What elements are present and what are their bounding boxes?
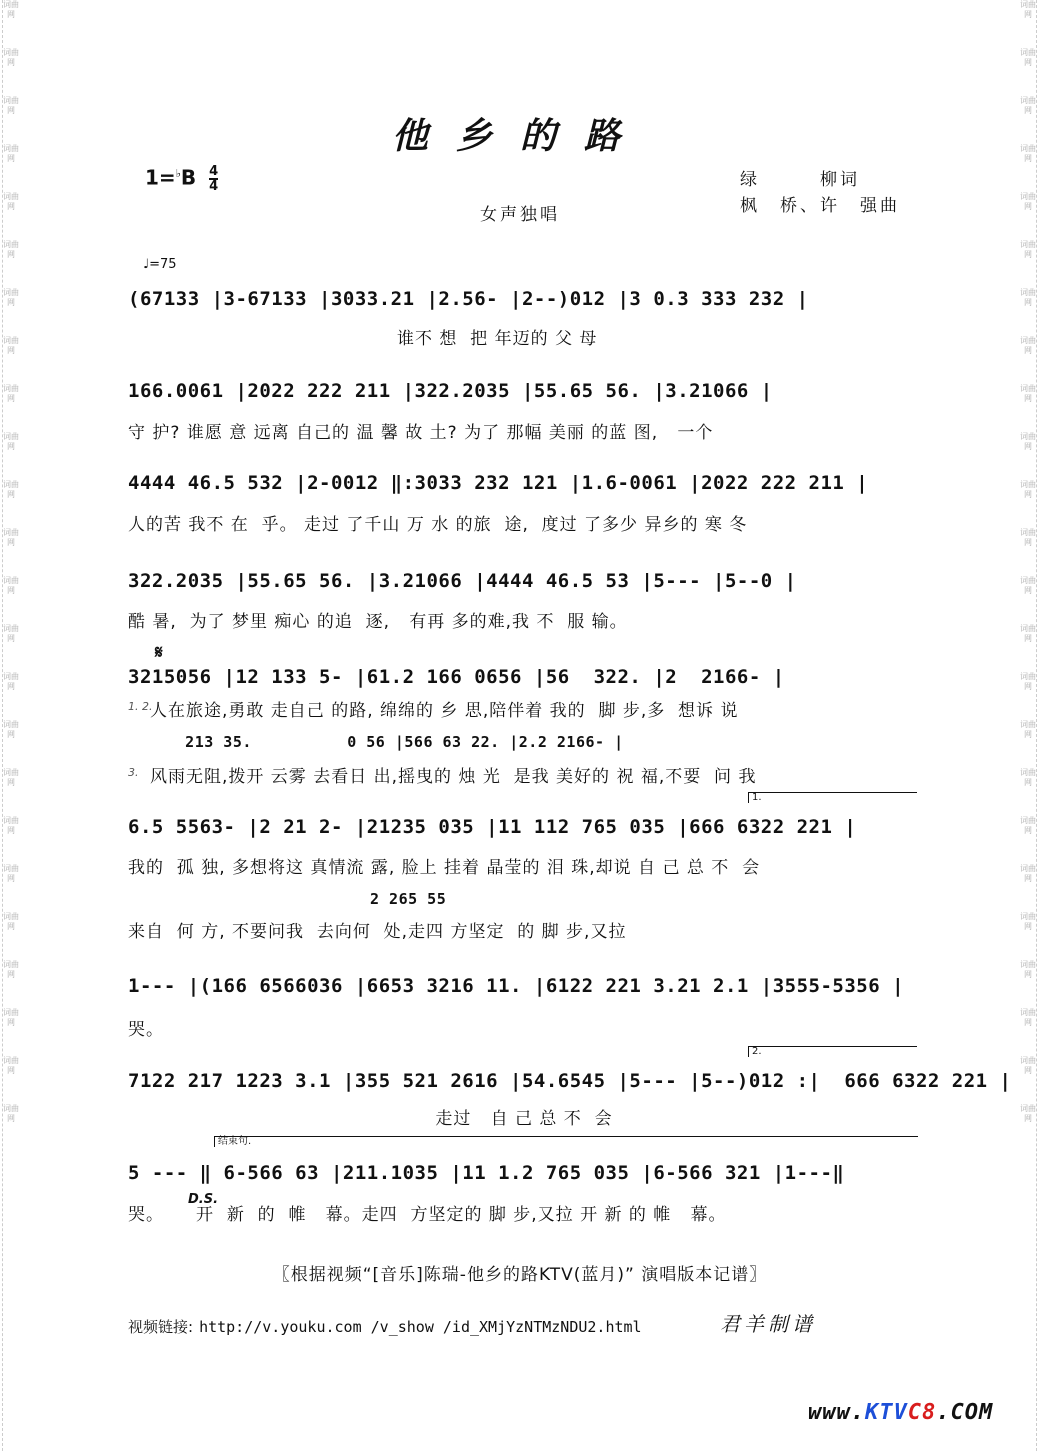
song-title: 他乡的路 bbox=[391, 115, 648, 157]
segno-sign: 𝄋 bbox=[155, 642, 163, 663]
voice-type: 女声独唱 bbox=[480, 205, 560, 225]
volta-1-bracket: 1. bbox=[748, 792, 917, 803]
score-line-2-lyrics: 守 护? 谁愿 意 远离 自己的 温 馨 故 土? 为了 那幅 美丽 的蓝 图, 一个 bbox=[128, 423, 714, 443]
score-line-4-notes: 322.2035 |55.65 56. |3.21066 |4444 46.5 53 |5--- |5--0 | bbox=[128, 570, 797, 592]
left-watermark-strip: 词曲网 词曲网 词曲网 词曲网 词曲网 词曲网 词曲网 词曲网 词曲网 词曲网 词曲网 词曲网 词曲网 词曲网 词曲网 词曲网 词曲网 词曲网 词曲网 词曲网 词曲网 词曲网 词曲网 词曲网 bbox=[2, 0, 19, 1451]
score-line-11-lyrics: 哭。 开 新 的 帷 幕。走四 方坚定的 脚 步,又拉 开 新 的 帷 幕。 bbox=[128, 1205, 727, 1225]
score-line-10-notes: 7122 217 1223 3.1 |355 521 2616 |54.6545 |5--- |5--)012 :| 666 6322 221 | bbox=[128, 1070, 1012, 1092]
composer-credit: 枫 桥、许 强曲 bbox=[740, 196, 900, 216]
ending-phrase-bracket: 结束句. bbox=[214, 1136, 918, 1147]
key-signature: 1=♭B $\frac{4}{4}$ bbox=[145, 164, 219, 194]
score-line-8-notes: 2 265 55 bbox=[370, 890, 447, 908]
score-line-10-lyrics: 走过 自 己 总 不 会 bbox=[128, 1109, 613, 1129]
score-line-5-lyrics: 人在旅途,勇敢 走自己 的路, 绵绵的 乡 思,陪伴着 我的 脚 步,多 想诉 说 bbox=[150, 701, 739, 721]
verse-number-3: 3. bbox=[128, 766, 139, 779]
score-line-3-notes: 4444 46.5 532 |2-0012 ‖:3033 232 121 |1.6-0061 |2022 222 211 | bbox=[128, 472, 869, 494]
score-line-4-lyrics: 酷 暑, 为了 梦里 痴心 的追 逐, 有再 多的难,我 不 服 输。 bbox=[128, 612, 628, 632]
tempo-marking: ♩=75 bbox=[143, 257, 177, 272]
score-line-3-lyrics: 人的苦 我不 在 乎。 走过 了千山 万 水 的旅 途, 度过 了多少 异乡的 寒 冬 bbox=[128, 515, 748, 535]
video-link-label: 视频链接: bbox=[128, 1318, 194, 1336]
score-line-7-lyrics: 我的 孤 独, 多想将这 真情流 露, 脸上 挂着 晶莹的 泪 珠,却说 自 己 总 不 会 bbox=[128, 858, 761, 878]
score-line-7-notes: 6.5 5563- |2 21 2- |21235 035 |11 112 765 035 |666 6322 221 | bbox=[128, 816, 857, 838]
volta-2-bracket: 2. bbox=[748, 1046, 917, 1057]
transcriber-signature: 君羊制谱 bbox=[720, 1312, 816, 1336]
score-line-11-notes: 5 --- ‖ 6-566 63 |211.1035 |11 1.2 765 035 |6-566 321 |1---‖ bbox=[128, 1162, 845, 1184]
score-line-2-notes: 166.0061 |2022 222 211 |322.2035 |55.65 56. |3.21066 | bbox=[128, 380, 773, 402]
score-line-5-notes: 3215056 |12 133 5- |61.2 166 0656 |56 322. |2 2166- | bbox=[128, 666, 785, 688]
score-line-1-lyrics: 谁不 想 把 年迈的 父 母 bbox=[128, 329, 598, 349]
verse-number-1-2: 1. 2. bbox=[128, 700, 153, 713]
score-line-8-lyrics: 来自 何 方, 不要问我 去向何 处,走四 方坚定 的 脚 步,又拉 bbox=[128, 922, 627, 942]
site-watermark: www.KTVC8.COM bbox=[808, 1400, 994, 1425]
score-line-6-notes: 213 35. 0 56 |566 63 22. |2.2 2166- | bbox=[128, 733, 624, 751]
score-line-1-notes: (67133 |3-67133 |3033.21 |2.56- |2--)012 |3 0.3 333 232 | bbox=[128, 288, 809, 310]
right-watermark-strip: 词曲网 词曲网 词曲网 词曲网 词曲网 词曲网 词曲网 词曲网 词曲网 词曲网 词曲网 词曲网 词曲网 词曲网 词曲网 词曲网 词曲网 词曲网 词曲网 词曲网 词曲网 词曲网 词曲网 词曲网 bbox=[1020, 0, 1037, 1451]
time-signature: $\frac{4}{4}$ bbox=[209, 164, 219, 194]
source-note: 〖根据视频“[音乐]陈瑞-他乡的路KTV(蓝月)” 演唱版本记谱〗 bbox=[272, 1265, 768, 1285]
score-line-9-lyrics: 哭。 bbox=[128, 1020, 164, 1040]
dal-segno-mark: D.S. bbox=[188, 1192, 219, 1207]
video-link bbox=[128, 1316, 642, 1337]
score-line-9-notes: 1--- |(166 6566036 |6653 3216 11. |6122 221 3.21 2.1 |3555-5356 | bbox=[128, 975, 905, 997]
lyricist-credit: 绿 柳词 bbox=[740, 170, 860, 190]
score-line-6-lyrics: 风雨无阻,拨开 云雾 去看日 出,摇曳的 烛 光 是我 美好的 祝 福,不要 问 我 bbox=[150, 767, 757, 787]
video-link-url[interactable]: http://v.youku.com /v_show /id_XMjYzNTMzNDU2.html bbox=[199, 1318, 642, 1336]
